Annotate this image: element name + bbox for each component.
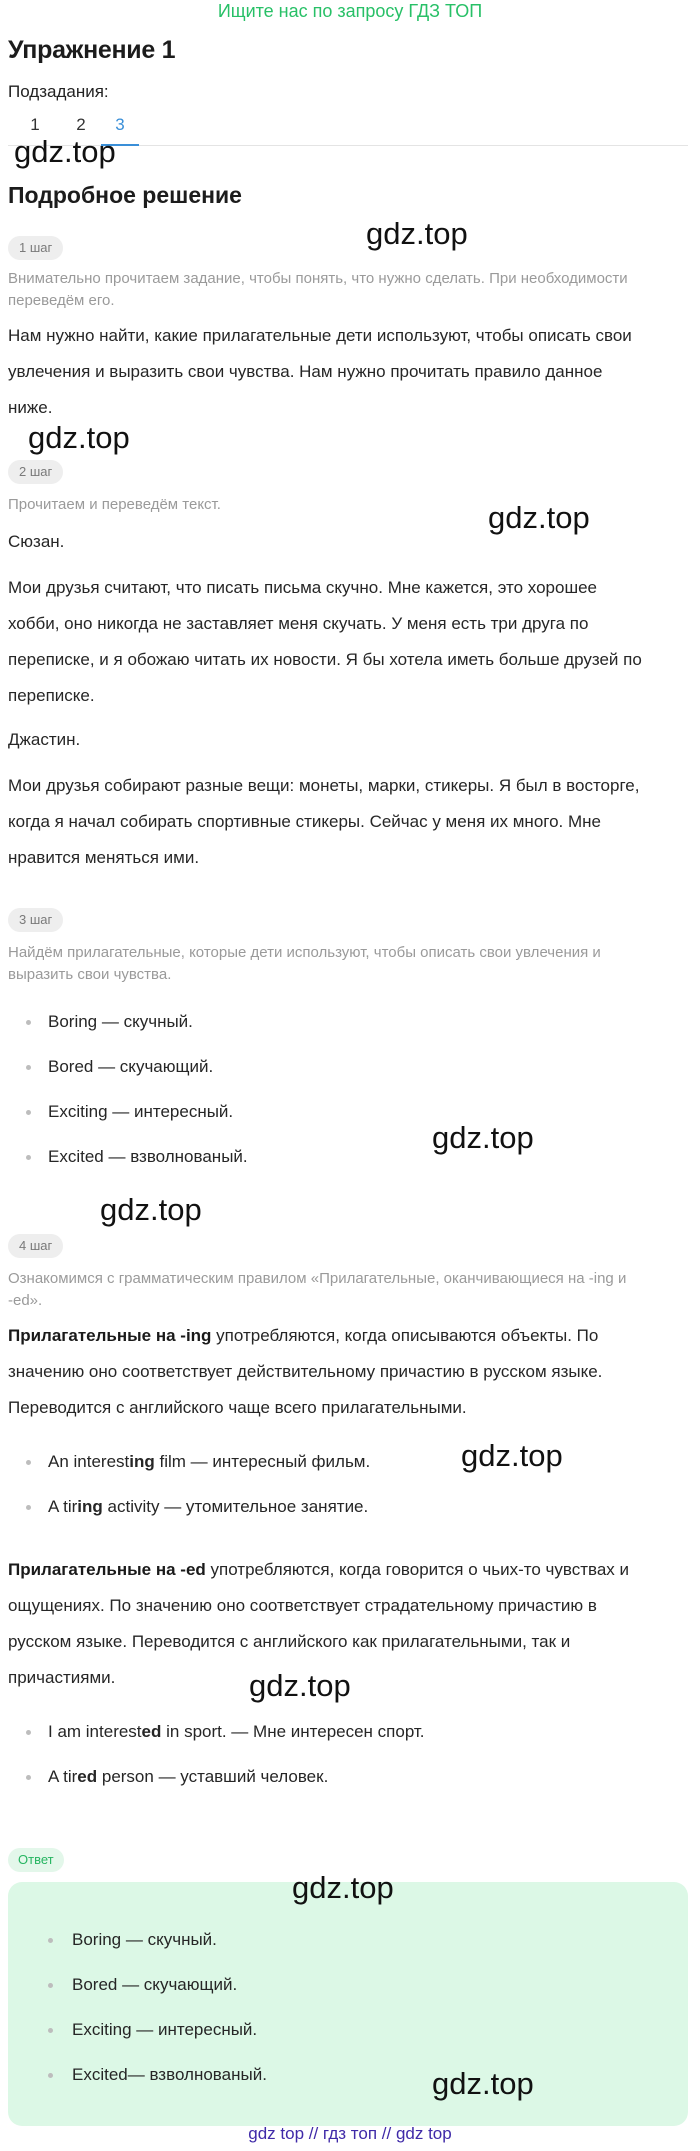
step-1-hint: Внимательно прочитаем задание, чтобы понять, что нужно сделать. При необходимости переведём его. [8, 270, 628, 309]
list-item: Boring — скучный. [48, 1010, 668, 1034]
step-2-hint: Прочитаем и переведём текст. [8, 496, 221, 513]
answer-badge: Ответ [8, 1848, 64, 1872]
step-1-text: Нам нужно найти, какие прилагательные дети используют, чтобы описать свои увлечения и выразить свои чувства. Нам нужно прочитать правило данное ниже. [8, 326, 632, 417]
step-3-hint: Найдём прилагательные, которые дети используют, чтобы описать свои увлечения и выразить свои чувства. [8, 944, 601, 983]
subtasks-label: Подзадания: [8, 82, 109, 101]
example-item: A tired person — уставший человек. [48, 1765, 668, 1789]
list-item: Bored — скучающий. [48, 1055, 668, 1079]
watermark: gdz.top [14, 134, 116, 169]
example-item: A tiring activity — утомительное занятие. [48, 1495, 668, 1519]
answer-item: Bored — скучающий. [72, 1973, 692, 1997]
example-item: An interesting film — интересный фильм. [48, 1450, 668, 1474]
watermark: gdz.top [249, 1668, 351, 1703]
tab-subtask-1[interactable]: 1 [30, 115, 40, 134]
answer-item: Boring — скучный. [72, 1928, 692, 1952]
step-1-badge: 1 шаг [8, 236, 63, 260]
watermark: gdz.top [488, 500, 590, 535]
ing-rule-text: Прилагательные на -ing употребляются, когда описываются объекты. По значению оно соответствует действительному причастию в русском языке. Переводится с английского чаще всего прилагательными. [8, 1326, 603, 1417]
susan-heading: Сюзан. [8, 532, 65, 551]
step-2-badge: 2 шаг [8, 460, 63, 484]
watermark: gdz.top [432, 2066, 534, 2101]
watermark: gdz.top [28, 420, 130, 455]
promo-banner[interactable]: Ищите нас по запросу ГДЗ ТОП [217, 1, 483, 21]
susan-text: Мои друзья считают, что писать письма скучно. Мне кажется, это хорошее хобби, оно никогда не заставляет меня скучать. У меня есть три друга по переписке, и я обожаю читать их новости. Я бы хотела иметь больше друзей по переписке. [8, 578, 642, 705]
watermark: gdz.top [432, 1120, 534, 1155]
ed-rule-text: Прилагательные на -ed употребляются, когда говорится о чьих-то чувствах и ощущениях. По значению оно соответствует страдательному причастию в русском языке. Переводится с английского как прилагательными, так и причастиями. [8, 1560, 630, 1687]
step-4-badge: 4 шаг [8, 1234, 63, 1258]
watermark: gdz.top [366, 216, 468, 251]
watermark: gdz.top [292, 1870, 394, 1905]
justin-text: Мои друзья собирают разные вещи: монеты, марки, стикеры. Я был в восторге, когда я начал собирать спортивные стикеры. Сейчас у меня их много. Мне нравится меняться ими. [8, 776, 640, 867]
step-4-hint: Ознакомимся с грамматическим правилом «Прилагательные, оканчивающиеся на -ing и -ed». [8, 1270, 627, 1309]
solution-title: Подробное решение [8, 182, 242, 208]
tab-subtask-2[interactable]: 2 [76, 115, 86, 134]
answer-item: Excited— взволнованый. [72, 2063, 692, 2087]
watermark: gdz.top [461, 1438, 563, 1473]
answer-box [8, 1870, 688, 2126]
example-item: I am interested in sport. — Мне интересен спорт. [48, 1720, 668, 1744]
justin-heading: Джастин. [8, 730, 81, 749]
page-title: Упражнение 1 [8, 36, 176, 64]
list-item: Excited — взволнованый. [48, 1145, 668, 1169]
list-item: Exciting — интересный. [48, 1100, 668, 1124]
step-3-badge: 3 шаг [8, 908, 63, 932]
answer-item: Exciting — интересный. [72, 2018, 692, 2042]
tab-subtask-3[interactable]: 3 [101, 112, 139, 146]
footer-links[interactable]: gdz top // гдз топ // gdz top [248, 2124, 452, 2143]
watermark: gdz.top [100, 1192, 202, 1227]
